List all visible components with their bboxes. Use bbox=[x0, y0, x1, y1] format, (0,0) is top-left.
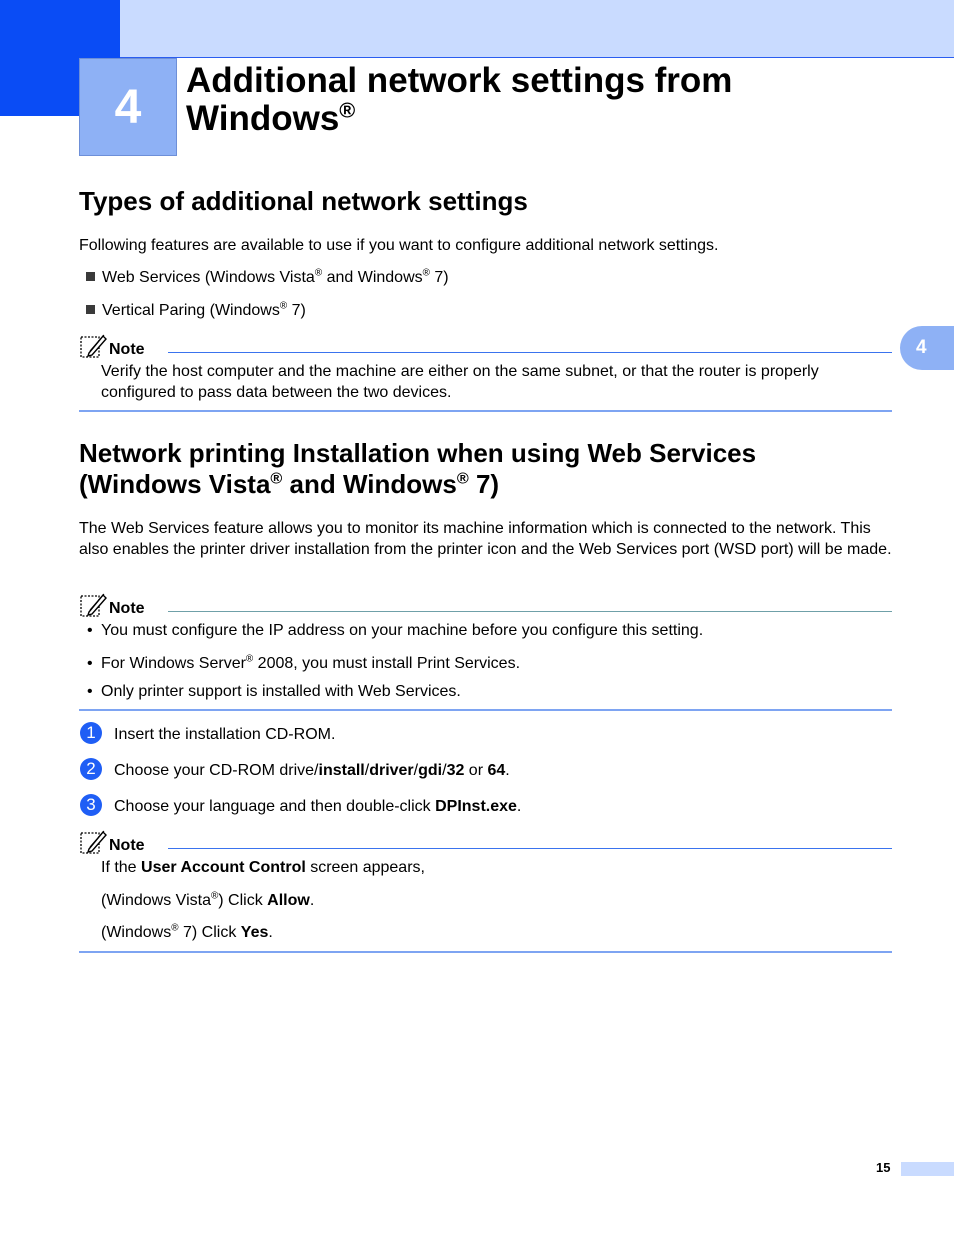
note-rule bbox=[168, 611, 892, 612]
step-number-3: 3 bbox=[80, 794, 102, 816]
feature-bullet-vertical-paring: Vertical Paring (Windows® 7) bbox=[86, 300, 306, 321]
chapter-title bbox=[186, 62, 906, 138]
note-header bbox=[79, 333, 145, 359]
note-label: Note bbox=[109, 341, 145, 358]
footer-bar bbox=[901, 1162, 954, 1176]
chapter-number: 4 bbox=[114, 80, 142, 134]
side-tab-label: 4 bbox=[916, 337, 927, 358]
chapter-side-tab[interactable] bbox=[900, 326, 954, 370]
note-line-uac: If the User Account Control screen appears, bbox=[101, 859, 425, 876]
note-rule bbox=[168, 352, 892, 353]
note-line-win7: (Windows® 7) Click Yes. bbox=[101, 922, 273, 941]
note-pencil-icon bbox=[79, 592, 107, 618]
step-2-text: Choose your CD-ROM drive/install/driver/gdi/32 or 64. bbox=[114, 762, 510, 779]
registered-mark: ® bbox=[339, 97, 356, 123]
note-header bbox=[79, 829, 145, 855]
note-text: Verify the host computer and the machine are either on the same subnet, or that the router is properly configured to pass data between the two devices. bbox=[101, 363, 819, 401]
chapter-title-line2: Windows bbox=[186, 99, 340, 138]
section1-intro: Following features are available to use if you want to configure additional network settings. bbox=[79, 237, 719, 254]
note-header bbox=[79, 592, 145, 618]
step-3-text: Choose your language and then double-click DPInst.exe. bbox=[114, 798, 522, 815]
feature-bullet-web-services: Web Services (Windows Vista® and Windows® 7) bbox=[86, 267, 449, 288]
note-bullet: • You must configure the IP address on your machine before you configure this setting. bbox=[87, 622, 704, 639]
step-number-2: 2 bbox=[80, 758, 102, 780]
note-rule bbox=[168, 848, 892, 849]
note-end-rule bbox=[79, 709, 892, 711]
note-bullet: • Only printer support is installed with Web Services. bbox=[87, 683, 461, 700]
section2-intro: The Web Services feature allows you to monitor its machine information which is connected to the network. This also enables the printer driver installation from the printer icon and the Web Services port (WSD port) will be made. bbox=[79, 520, 892, 558]
section-heading-types: Types of additional network settings bbox=[79, 186, 528, 216]
note-end-rule bbox=[79, 951, 892, 953]
step-number-1: 1 bbox=[80, 722, 102, 744]
note-pencil-icon bbox=[79, 829, 107, 855]
note-bullet: • For Windows Server® 2008, you must install Print Services. bbox=[87, 653, 521, 672]
note-end-rule bbox=[79, 410, 892, 412]
note-pencil-icon bbox=[79, 333, 107, 359]
square-bullet-icon bbox=[86, 272, 95, 281]
square-bullet-icon bbox=[86, 305, 95, 314]
page-number: 15 bbox=[876, 1160, 891, 1175]
header-band bbox=[120, 0, 954, 58]
section-heading-web-services: Network printing Installation when using Web Services (Windows Vista® and Windows® 7) bbox=[79, 438, 757, 499]
note-label: Note bbox=[109, 600, 145, 617]
chapter-title-line1: Additional network settings from bbox=[186, 61, 733, 100]
step-1-text: Insert the installation CD-ROM. bbox=[114, 726, 336, 743]
chapter-number-box bbox=[79, 58, 177, 156]
note-line-vista: (Windows Vista®) Click Allow. bbox=[101, 890, 315, 909]
note-label: Note bbox=[109, 837, 145, 854]
